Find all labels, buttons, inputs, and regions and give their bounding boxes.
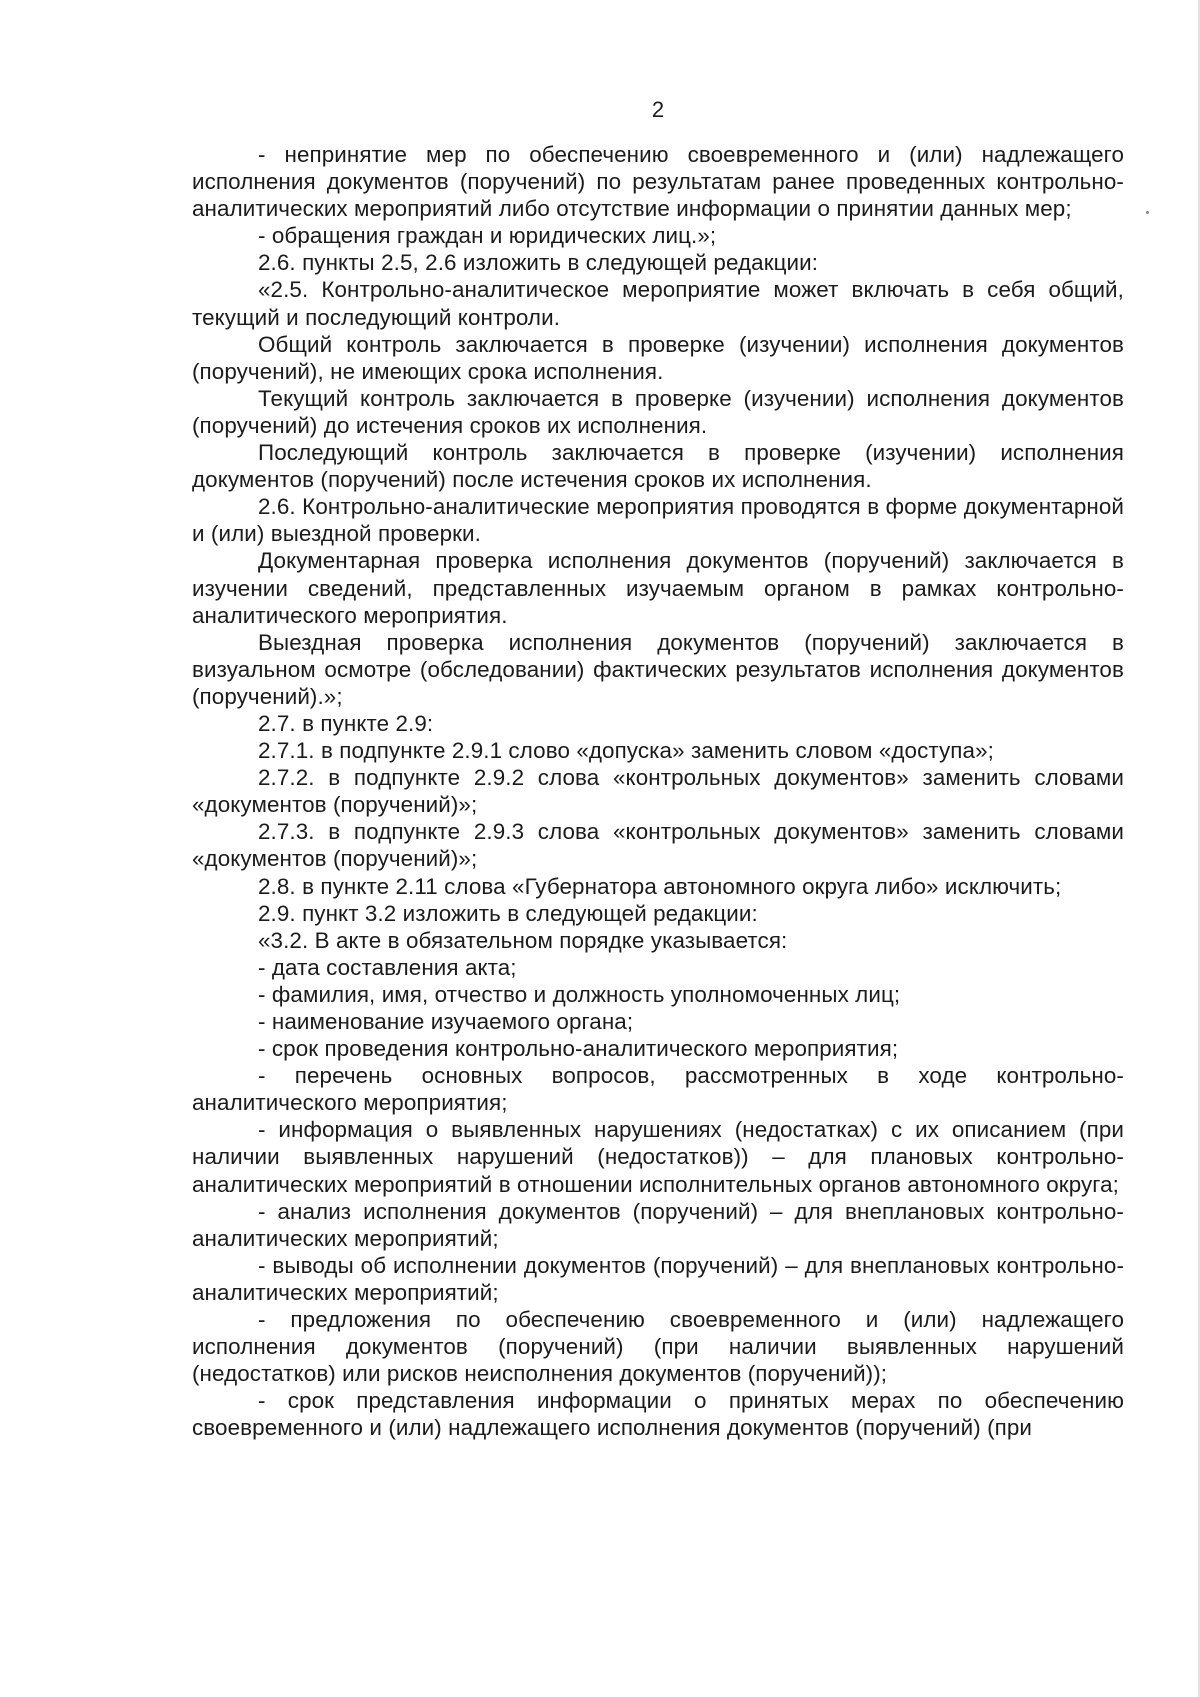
paragraph: 2.7.3. в подпункте 2.9.3 слова «контрольных документов» заменить словами «документов (поручений)»;	[192, 819, 1124, 872]
paragraph: - наименование изучаемого органа;	[258, 1009, 634, 1034]
document-body	[192, 141, 1124, 1442]
paragraph: - анализ исполнения документов (поручений) – для внеплановых контрольно-аналитических мероприятий;	[192, 1198, 1124, 1251]
paragraph: «3.2. В акте в обязательном порядке указывается:	[258, 927, 788, 953]
paragraph: «2.5. Контрольно-аналитическое мероприятие может включать в себя общий, текущий и последующий контроли.	[192, 277, 1124, 330]
paragraph: 2.6. Контрольно-аналитические мероприятия проводятся в форме документарной и (или) выездной проверки.	[192, 494, 1124, 547]
paragraph: 2.7.2. в подпункте 2.9.2 слова «контрольных документов» заменить словами «документов (поручений)»;	[192, 765, 1124, 818]
paragraph: - дата составления акта;	[258, 954, 517, 980]
paragraph: - предложения по обеспечению своевременного и (или) надлежащего исполнения документов (поручений) (при наличии выявленных нарушений (недостатков) или рисков неисполнения документов (поручений));	[192, 1307, 1124, 1387]
paragraph: - срок представления информации о принятых мерах по обеспечению своевременного и (или) надлежащего исполнения документов (поручений) (при	[192, 1388, 1124, 1441]
paragraph: Общий контроль заключается в проверке (изучении) исполнения документов (поручений), не имеющих срока исполнения.	[192, 331, 1124, 384]
paragraph: 2.7.1. в подпункте 2.9.1 слово «допуска» заменить словом «доступа»;	[258, 738, 994, 764]
page-number: 2	[651, 97, 665, 122]
paragraph: Текущий контроль заключается в проверке (изучении) исполнения документов (поручений) до истечения сроков их исполнения.	[192, 385, 1124, 438]
paragraph: 2.6. пункты 2.5, 2.6 изложить в следующей редакции:	[258, 250, 819, 276]
paragraph: - непринятие мер по обеспечению своевременного и (или) надлежащего исполнения документов (поручений) по результатам ранее проведенных контрольно-аналитических мероприятий либо отсутствие информации о принятии данных мер;	[192, 142, 1124, 222]
paragraph: 2.9. пункт 3.2 изложить в следующей редакции:	[258, 900, 758, 926]
paragraph: - фамилия, имя, отчество и должность уполномоченных лиц;	[258, 981, 901, 1007]
paragraph: Выездная проверка исполнения документов (поручений) заключается в визуальном осмотре (обследовании) фактических результатов исполнения документов (поручений).»;	[192, 629, 1124, 709]
paragraph: - информация о выявленных нарушениях (недостатках) с их описанием (при наличии выявленных нарушений (недостатков)) – для плановых контрольно-аналитических мероприятий в отношении исполнительных органов автономного округа;	[192, 1117, 1124, 1197]
paragraph: 2.8. в пункте 2.11 слова «Губернатора автономного округа либо» исключить;	[258, 873, 1062, 899]
paragraph: - срок проведения контрольно-аналитического мероприятия;	[258, 1036, 899, 1062]
scan-speck	[1146, 211, 1149, 214]
paragraph: Последующий контроль заключается в проверке (изучении) исполнения документов (поручений) после истечения сроков их исполнения.	[192, 440, 1124, 493]
paragraph: Документарная проверка исполнения документов (поручений) заключается в изучении сведений, представленных изучаемым органом в рамках контрольно-аналитического мероприятия.	[192, 548, 1124, 628]
paragraph: 2.7. в пункте 2.9:	[258, 710, 434, 736]
paragraph: - обращения граждан и юридических лиц.»;	[258, 223, 717, 249]
paragraph: - выводы об исполнении документов (поручений) – для внеплановых контрольно-аналитических мероприятий;	[192, 1252, 1124, 1305]
paragraph: - перечень основных вопросов, рассмотренных в ходе контрольно-аналитического мероприятия;	[192, 1063, 1124, 1116]
